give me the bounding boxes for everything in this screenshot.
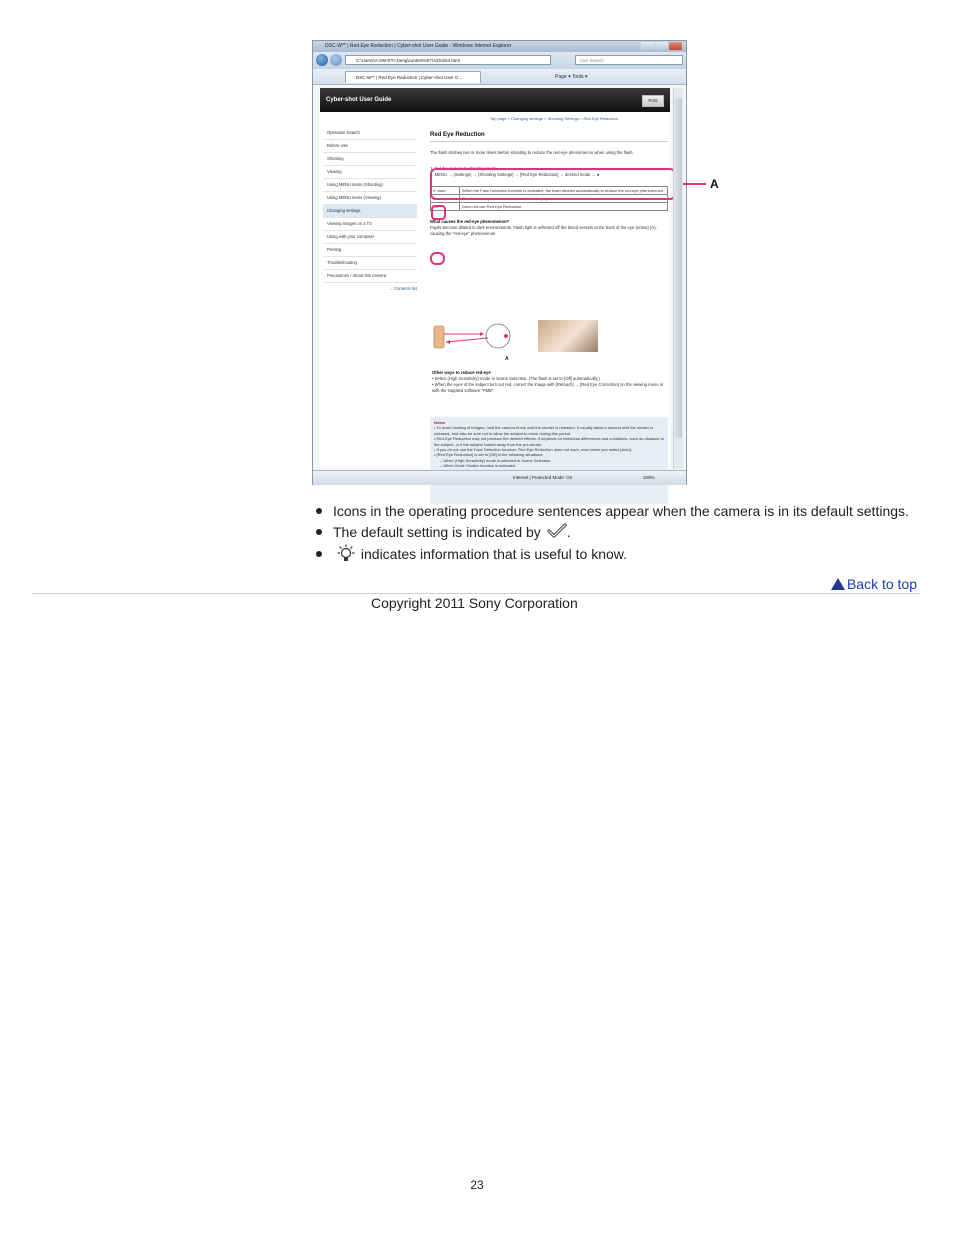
- status-bar: [313, 470, 686, 485]
- copyright: Copyright 2011 Sony Corporation: [371, 595, 578, 611]
- guide-heading: Red Eye Reduction: [430, 132, 668, 142]
- tab-row: [313, 69, 686, 85]
- page-number: 23: [470, 1178, 484, 1192]
- other-ways: [432, 370, 668, 394]
- address-bar: C:\Users\A-2W-RTI-1\eng\contents\07\AZ04\64.html: [345, 55, 551, 65]
- sidebar-item: Viewing images on a TV: [323, 218, 417, 231]
- guide-screenshot: [312, 40, 719, 485]
- notes-title: Notes: [434, 420, 446, 425]
- bullet-default-icons: [316, 503, 909, 520]
- address-row: [313, 52, 686, 69]
- sidebar-item: Using with your computer: [323, 231, 417, 244]
- bullet-dot: [316, 529, 322, 535]
- sidebar-item: Precautions / About this camera: [323, 270, 417, 283]
- table-row: ✔ Auto When the Face Detection function is activated, the flash strobes automatically to reduce the red-eye phenomenon.: [431, 187, 668, 195]
- forward-icon: [330, 54, 342, 66]
- scrollbar: [673, 88, 683, 469]
- footer-divider: [32, 593, 920, 594]
- hint-lightbulb-icon: [337, 544, 357, 564]
- bullet-default-setting: [316, 523, 571, 541]
- contents-list-link: → Contents list: [388, 286, 417, 291]
- guide-sidebar: [323, 127, 417, 291]
- table-row: On The flash always strobes to reduce the red-eye phenomenon.: [431, 195, 668, 203]
- list-item: • Red Eye Reduction may not produce the desired effects. It depends on individual differences and conditions, such as distance to the subject, or if the subject looked away from the pre-strobe.: [434, 436, 664, 447]
- back-icon: [316, 54, 328, 66]
- back-to-top-link[interactable]: Back to top: [831, 576, 917, 592]
- sidebar-item: Operation Search: [323, 127, 417, 140]
- red-eye-diagram: [432, 320, 522, 370]
- sidebar-item: Using MENU items (Viewing): [323, 192, 417, 205]
- browser-tab: DSC-W** | Red Eye Reduction | Cyber-shot User G...: [345, 71, 481, 83]
- list-item: • [Red Eye Reduction] is set to [Off] in the following situations:: [434, 452, 544, 458]
- list-item: • To avoid blurring of images, hold the camera firmly until the shutter is released. It usually takes a second until the shutter is released, and also be sure not to allow the subject to move during this period.: [434, 425, 654, 436]
- sidebar-item: Shooting: [323, 153, 417, 166]
- hint-text: Pupils become dilated in dark environments. Flash light is reflected off the blood vessels at the back of the eye (retina) (A), causing the "red-eye" phenomenon.: [430, 225, 657, 236]
- zoom-level: 100%: [643, 475, 655, 480]
- maximize-icon: [655, 42, 668, 50]
- sidebar-item: Troubleshooting: [323, 257, 417, 270]
- print-button: Print: [642, 95, 664, 107]
- list-item: • If you do not use the Face Detection function, Red Eye Reduction does not work, even when you select [Auto].: [434, 447, 632, 453]
- other-title: Other ways to reduce red-eye: [432, 370, 491, 375]
- bullet-hint: [316, 544, 627, 564]
- bullet-dot: [316, 551, 322, 557]
- guide-content: [320, 112, 670, 469]
- list-item: – When Smile Shutter function is activated.: [440, 463, 517, 469]
- window-titlebar: [313, 41, 686, 52]
- scrollbar-thumb: [675, 98, 682, 438]
- notes-box: [430, 417, 668, 504]
- hint-title: What causes the red-eye phenomenon?: [430, 219, 510, 224]
- callout-hint-frame: [430, 252, 445, 265]
- breadcrumb: Top page > Changing settings > Shooting Settings > Red Eye Reduction: [490, 116, 618, 121]
- list-item: • Select (High Sensitivity) mode in Scene Selection. (The flash is set to [Off] automatically.): [432, 376, 600, 381]
- sidebar-item: Viewing: [323, 166, 417, 179]
- list-item: – When (High Sensitivity) mode is selected in Scene Selection.: [440, 457, 552, 463]
- callout-frame: [430, 168, 676, 200]
- bullet-text: indicates information that is useful to know.: [360, 546, 628, 562]
- status-zone: Internet | Protected Mode: On: [513, 475, 573, 480]
- callout-label: A: [710, 177, 719, 191]
- step-2: 2. MENU → (Settings) → (Shooting Settings) → [Red Eye Reduction] → desired mode → ●: [430, 172, 600, 177]
- banner-title: Cyber-shot User Guide: [326, 97, 392, 103]
- window-controls: [640, 42, 684, 50]
- checkmark-icon: [547, 523, 567, 539]
- guide-banner: [320, 88, 670, 112]
- table-row: Off Does not use Red Eye Reduction.: [431, 203, 668, 211]
- guide-intro: The flash strobes two or more times before shooting to reduce the red-eye phenomenon when using the flash.: [430, 150, 634, 155]
- bullet-text: The default setting is indicated by: [333, 524, 541, 540]
- bullet-text: Icons in the operating procedure sentences appear when the camera is in its default settings.: [333, 503, 909, 519]
- bullet-dot: [316, 508, 322, 514]
- list-item: • When the eyes of the subject turn out red, correct the image with [Retouch] → [Red Eye Correction] on the viewing menu or with the supplied software "PMB".: [432, 382, 664, 393]
- diagram-label: A: [505, 356, 509, 362]
- sidebar-item: Printing: [323, 244, 417, 257]
- window-title: DSC-W** | Red Eye Reduction | Cyber-shot User Guide - Windows Internet Explorer: [325, 43, 512, 49]
- sidebar-item: Using MENU items (Shooting): [323, 179, 417, 192]
- hint-block: [430, 219, 668, 237]
- callout-checkmark-frame: [431, 205, 446, 220]
- checkmark-icon: ✔: [433, 188, 437, 193]
- search-box: Live Search: [575, 55, 683, 65]
- minimize-icon: [641, 42, 654, 50]
- red-eye-photo: [538, 320, 598, 352]
- close-icon: [669, 42, 682, 50]
- bullet-text-suffix: .: [566, 524, 571, 540]
- sidebar-item: Before Use: [323, 140, 417, 153]
- step-1: 1. Set the camera to shooting mode.: [430, 166, 498, 171]
- sidebar-item-selected: Changing settings: [323, 205, 417, 218]
- toolbar-menus: Page ▾ Tools ▾: [555, 74, 588, 80]
- up-arrow-icon: [831, 578, 845, 590]
